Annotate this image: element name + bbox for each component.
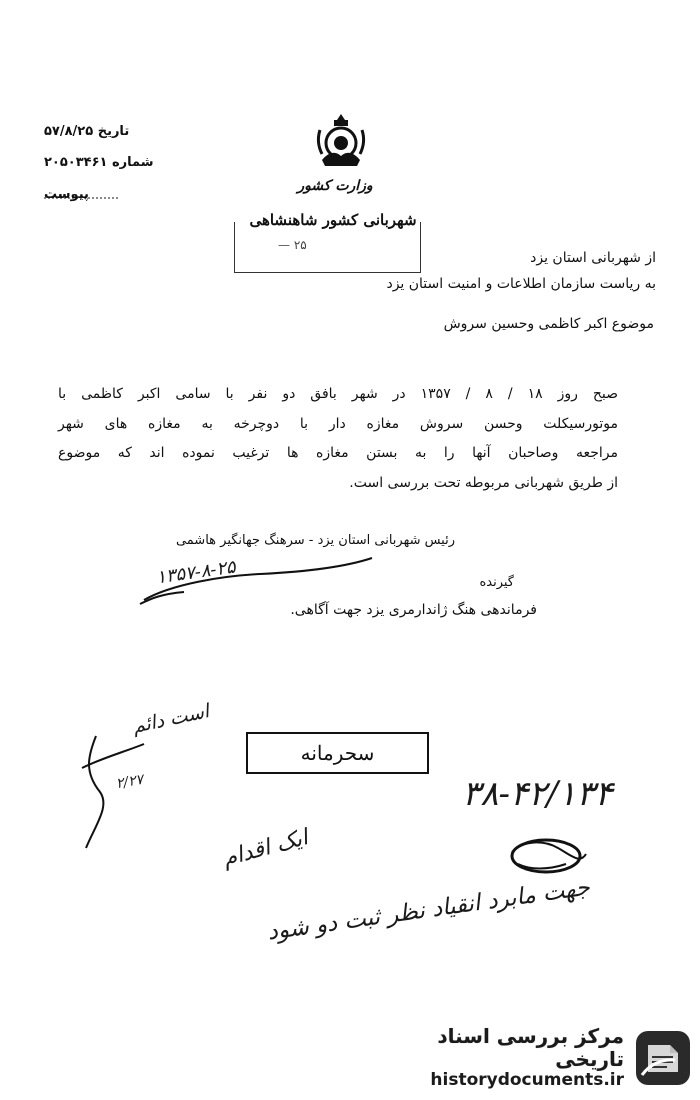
classification-box: سحرمانه bbox=[246, 732, 429, 774]
lion-and-sun-emblem-icon bbox=[314, 112, 368, 170]
body-line-4: از طریق شهربانی مربوطه تحت بررسی است. bbox=[349, 475, 618, 491]
recipient-heading: گیرنده bbox=[479, 575, 514, 590]
handwritten-reference-number: ۳۸-۴۲/۱۳۴ bbox=[462, 774, 613, 814]
signature-date: ۱۳۵۷-۸-۲۵ bbox=[154, 556, 237, 589]
subject-line: موضوع اکبر کاظمی وحسین سروش bbox=[443, 316, 654, 332]
watermark-url: historydocuments.ir bbox=[430, 1070, 624, 1091]
stamp-scribble: — ۲۵ bbox=[278, 238, 307, 252]
body-line-2: موتورسیکلت وحسن سروش مغازه دار با دوچرخه به مغازه های شهر bbox=[58, 416, 618, 432]
stamp-box bbox=[234, 222, 421, 273]
handwritten-note-center: ایک اقدام bbox=[220, 825, 311, 872]
attachment-dotted-line bbox=[44, 196, 120, 200]
watermark-block bbox=[402, 1024, 692, 1092]
recipient-line: فرماندهی هنگ ژاندارمری یزد جهت آگاهی. bbox=[290, 602, 537, 618]
to-line: به ریاست سازمان اطلاعات و امنیت استان یزد bbox=[386, 276, 656, 292]
signature-line: رئیس شهربانی استان یزد - سرهنگ جهانگیر هاشمی bbox=[175, 533, 455, 548]
body-line-1: صبح روز ۱۸ / ۸ / ۱۳۵۷ در شهر بافق دو نفر با سامی اکبر کاظمی با bbox=[58, 386, 618, 402]
handwritten-note-top-left: است دائم bbox=[130, 700, 212, 738]
body-line-3: مراجعه وصاحبان آنها را به بستن مغازه ها ترغیب نموده اند که موضوع bbox=[58, 445, 618, 461]
handwritten-stroke-left bbox=[72, 728, 182, 858]
ministry-name: وزارت کشور bbox=[297, 178, 373, 194]
handwritten-note-date-left: ۲/۲۷ bbox=[114, 771, 145, 793]
from-line: از شهربانی استان یزد bbox=[530, 250, 656, 266]
organization-name: شهربانی کشور شاهنشاهی bbox=[249, 211, 417, 229]
date-line: تاریخ ۵۷/۸/۲۵ bbox=[44, 124, 130, 139]
attachment-line: پیوست bbox=[44, 187, 89, 202]
number-line: شماره ۲۰۵۰۳۴۶۱ bbox=[44, 155, 154, 170]
handwritten-note-bottom: جهت مابرد انقیاد نظر ثبت دو شود bbox=[265, 874, 592, 946]
archive-logo-icon bbox=[634, 1029, 692, 1087]
watermark-title: مرکز بررسی اسناد تاریخی bbox=[437, 1024, 624, 1072]
